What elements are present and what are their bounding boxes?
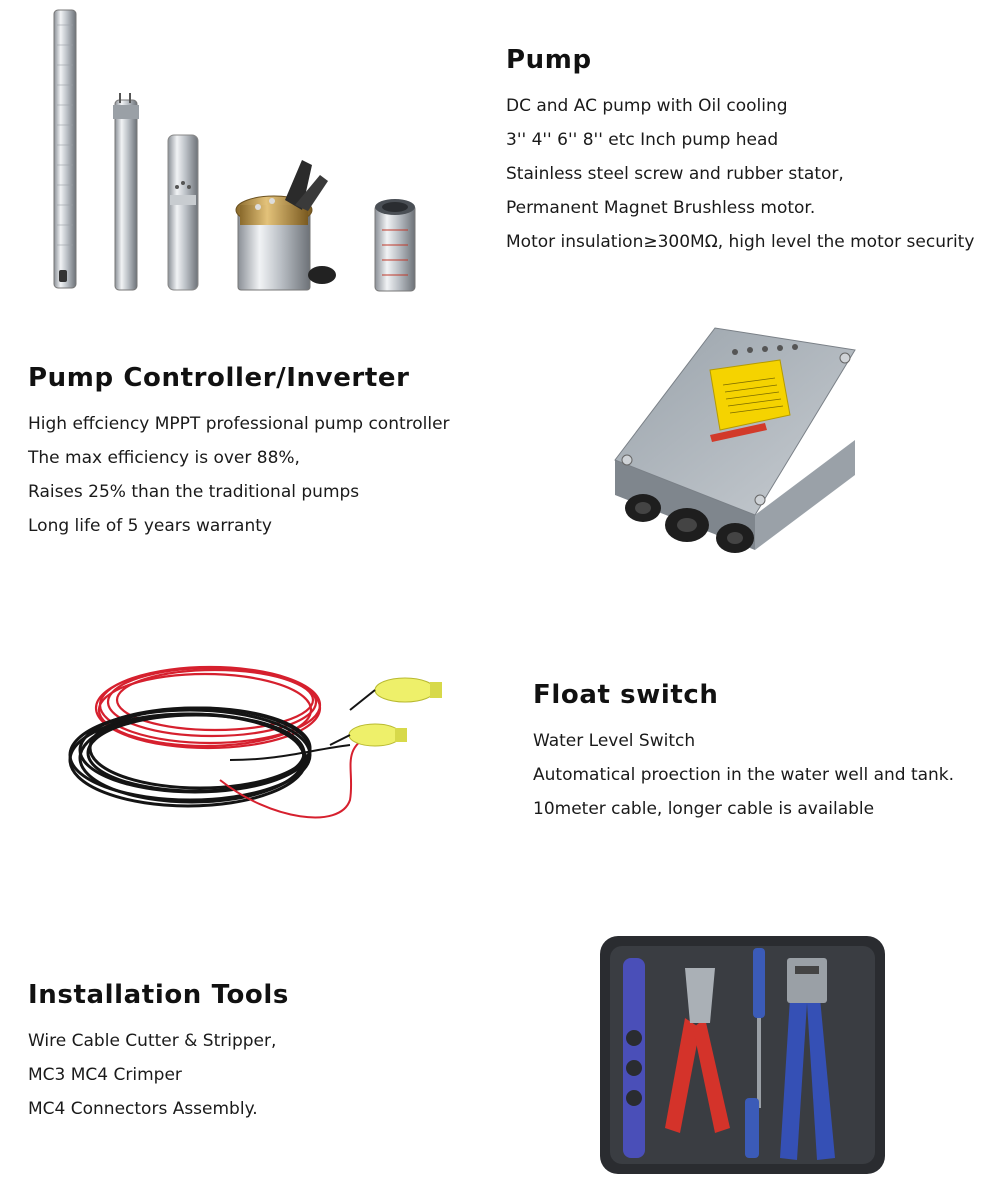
pump-line-1: DC and AC pump with Oil cooling — [506, 96, 788, 116]
pump-line-5: Motor insulation≥300MΩ, high level the motor security — [506, 232, 975, 252]
float-switch-image — [50, 650, 450, 835]
float-switch-line-3: 10meter cable, longer cable is available — [533, 799, 875, 819]
pump-title: Pump — [506, 45, 592, 75]
tool-kit-image — [595, 928, 890, 1178]
float-switch-section — [533, 680, 954, 826]
controller-title: Pump Controller/Inverter — [28, 363, 410, 393]
controller-line-3: Raises 25% than the traditional pumps — [28, 482, 360, 502]
float-switch-line-1: Water Level Switch — [533, 731, 696, 751]
controller-section — [28, 363, 450, 543]
float-switch-title: Float switch — [533, 680, 719, 710]
float-switch-line-2: Automatical proection in the water well and tank. — [533, 765, 955, 785]
pump-line-3: Stainless steel screw and rubber stator, — [506, 164, 844, 184]
installation-tools-line-2: MC3 MC4 Crimper — [28, 1065, 182, 1085]
controller-box-image — [605, 320, 865, 565]
installation-tools-line-1: Wire Cable Cutter & Stripper, — [28, 1031, 277, 1051]
installation-tools-line-3: MC4 Connectors Assembly. — [28, 1099, 258, 1119]
pump-line-2: 3'' 4'' 6'' 8'' etc Inch pump head — [506, 130, 779, 150]
installation-tools-title: Installation Tools — [28, 980, 289, 1010]
pump-section — [506, 45, 974, 259]
controller-line-2: The max efficiency is over 88%, — [28, 448, 300, 468]
controller-line-1: High effciency MPPT professional pump controller — [28, 414, 450, 434]
pump-line-4: Permanent Magnet Brushless motor. — [506, 198, 816, 218]
controller-line-4: Long life of 5 years warranty — [28, 516, 272, 536]
pump-products-image — [40, 5, 420, 295]
installation-tools-section — [28, 980, 289, 1126]
